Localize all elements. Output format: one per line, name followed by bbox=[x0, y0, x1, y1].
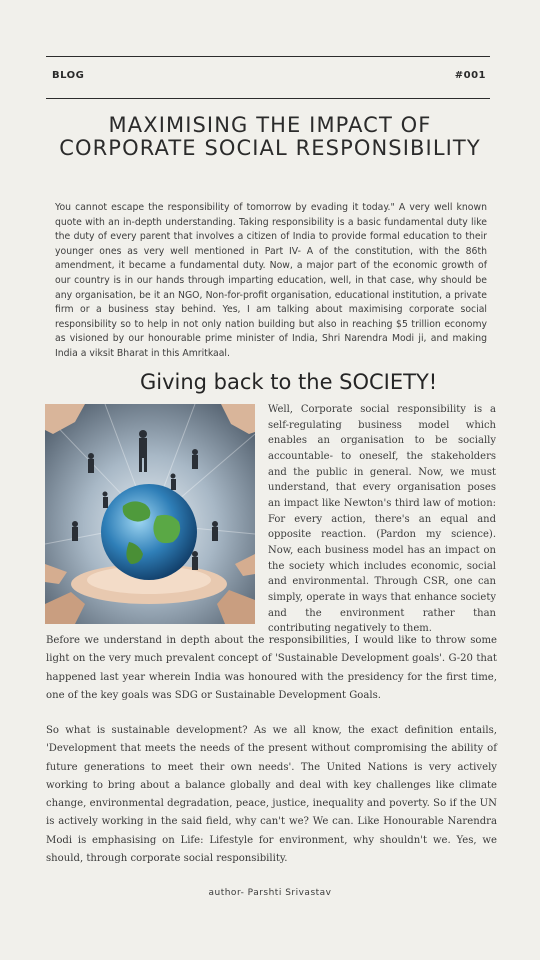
issue-number: #001 bbox=[454, 70, 486, 81]
header-divider bbox=[46, 98, 490, 99]
csr-illustration bbox=[45, 404, 255, 624]
author-credit: author- Parshti Srivastav bbox=[208, 888, 332, 898]
sdg-paragraph: Before we understand in depth about the responsibilities, I would like to throw some light on the very much prevalent concept of 'Sustainable Development goals'. G-20 that happened last year wherein India was honoured with the presidency for the first time, one of the key goals was SDG or Sustainable Development Goals. bbox=[46, 635, 497, 701]
csr-definition-paragraph: Well, Corporate social responsibility is a self-regulating business model which enables an organisation to be socially accountable- to oneself, the stakeholders and the public in general. Now, we must understand, that every organisation poses an impact like Newton's third law of motion: For every action, there's an equal and opposite reaction. (Pardon my science). Now, each business model has an impact on the society which includes economic, social and environmental. Through CSR, one can simply, operate in ways that enhance society and the environment rather than contributing negatively to them. bbox=[268, 404, 496, 635]
section-heading: Giving back to the SOCIETY! bbox=[140, 370, 438, 394]
top-divider bbox=[46, 56, 490, 57]
globe-illustration-icon bbox=[45, 404, 255, 624]
intro-paragraph: You cannot escape the responsibility of tomorrow by evading it today." A very well known quote with an in-depth understanding. Taking responsibility is a basic fundamental duty like the duty of every parent that involves a citizen of India to provide formal education to their younger ones as very well mentioned in Part IV- A of the constitution, with the 86th amendment, it became a fundamental duty. Now, a major part of the economic growth of our country is in our hands through imparting education, well, in that case, why should be any organisation, be it an NGO, Non-for-profit organisation, educational institution, a private firm or a business stay behind. Yes, I am talking about maximising corporate social responsibility so to help in not only nation building but also in reaching $5 trillion economy as visioned by our honourable prime minister of India, Shri Narendra Modi ji, and making India a viksit Bharat in this Amritkaal. bbox=[55, 202, 487, 359]
sustainable-development-paragraph: So what is sustainable development? As we all know, the exact definition entails, 'Development that meets the needs of the present without compromising the ability of future generations to meet their own needs'. The United Nations is very actively working to bring about a balance globally and deal with key challenges like climate change, environmental degradation, peace, justice, inequality and poverty. So if the UN is actively working in the said field, why can't we? We can. Like Honourable Narendra Modi is emphasising on Life: Lifestyle for environment, why shouldn't we. Yes, we should, through corporate social responsibility. bbox=[46, 725, 497, 864]
article-title: MAXIMISING THE IMPACT OF CORPORATE SOCIAL RESPONSIBILITY bbox=[59, 113, 481, 160]
blog-label: BLOG bbox=[52, 70, 85, 81]
